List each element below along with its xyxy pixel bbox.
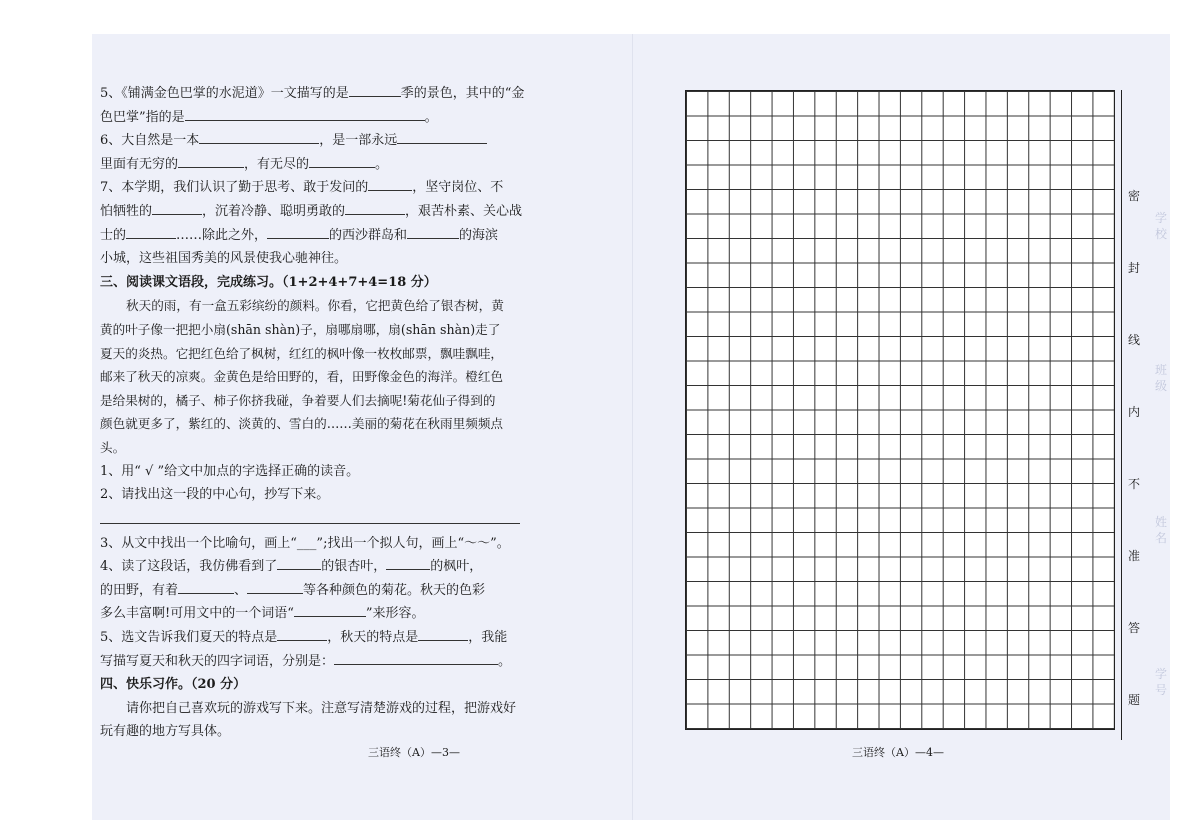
answer-blank[interactable] [349, 82, 401, 97]
seal-line-text [1124, 160, 1144, 736]
essay-prompt-cont: 玩有趣的地方写具体。 [100, 724, 231, 740]
composition-grid[interactable] [685, 90, 1115, 730]
margin-label: 学号 [1155, 667, 1168, 697]
section-3-heading: 三、阅读课文语段，完成练习。（1+2+4+7+4=18 分） [100, 274, 437, 290]
reading-question-2: 2、请找出这一段的中心句，抄写下来。 [100, 487, 330, 503]
margin-label: 学校 [1155, 211, 1168, 241]
reading-question-4-end: 多么丰富啊!可用文中的一个词语“ ”来形容。 [100, 602, 520, 626]
answer-blank[interactable] [294, 602, 366, 617]
answer-blank[interactable] [247, 579, 303, 594]
section-4-heading: 四、快乐习作。（20 分） [100, 677, 247, 693]
answer-blank[interactable] [386, 555, 430, 570]
question-6-cont: 里面有无穷的 ，有无尽的 。 [100, 153, 520, 177]
essay-prompt: 请你把自己喜欢玩的游戏写下来。注意写清楚游戏的过程，把游戏好 [126, 700, 517, 716]
reading-question-1: 1、用“ √ ”给文中加点的字选择正确的读音。 [100, 463, 360, 479]
seal-char: 封 [1127, 261, 1140, 275]
answer-blank[interactable] [418, 626, 468, 641]
margin-label: 班级 [1155, 363, 1168, 393]
answer-blank[interactable] [126, 224, 176, 239]
seal-char: 题 [1127, 693, 1140, 707]
question-5-cont: 色巴掌”指的是 。 [100, 106, 520, 130]
question-7: 7、本学期，我们认识了勤于思考、敢于发问的 ，坚守岗位、不 [100, 176, 520, 200]
reading-question-5-cont: 写描写夏天和秋天的四字词语，分别是： 。 [100, 650, 520, 674]
answer-blank[interactable] [178, 153, 244, 168]
passage-line: 邮来了秋天的凉爽。金黄色是给田野的，看，田野像金色的海洋。橙红色 [100, 369, 503, 385]
passage-line: 秋天的雨，有一盒五彩缤纷的颜料。你看，它把黄色给了银杏树，黄 [126, 298, 504, 314]
answer-blank[interactable] [185, 106, 425, 121]
answer-blank[interactable] [309, 153, 375, 168]
seal-line [1121, 90, 1122, 740]
answer-blank[interactable] [277, 626, 327, 641]
seal-char: 准 [1127, 549, 1140, 563]
answer-blank[interactable] [407, 224, 459, 239]
reading-question-3: 3、从文中找出一个比喻句，画上“___”;找出一个拟人句，画上“～～”。 [100, 535, 510, 551]
answer-blank[interactable] [397, 129, 487, 144]
seal-char: 内 [1127, 405, 1140, 419]
reading-question-5: 5、选文告诉我们夏天的特点是 ，秋天的特点是 ，我能 [100, 626, 520, 650]
answer-blank[interactable] [277, 555, 321, 570]
passage-line: 是给果树的，橘子、柿子你挤我碰，争着要人们去摘呢!菊花仙子得到的 [100, 392, 496, 408]
answer-blank[interactable] [334, 650, 498, 665]
answer-line[interactable] [100, 507, 520, 524]
answer-blank[interactable] [152, 200, 202, 215]
passage-line: 颜色就更多了，紫红的、淡黄的、雪白的……美丽的菊花在秋雨里频频点 [100, 416, 503, 432]
question-7-cont: 士的 ……除此之外， 的西沙群岛和 的海滨 [100, 224, 520, 248]
passage-line: 黄的叶子像一把把小扇(shān shàn)子，扇哪扇哪，扇(shān shàn)走了 [100, 321, 501, 337]
reading-question-4-cont: 的田野，有着 、 等各种颜色的菊花。秋天的色彩 [100, 579, 520, 603]
answer-blank[interactable] [368, 176, 412, 191]
answer-blank[interactable] [199, 129, 319, 144]
passage-line: 夏天的炎热。它把红色给了枫树，红红的枫叶像一枚枚邮票，飘哇飘哇， [100, 345, 503, 361]
page-number-right: 三语终（A）—4— [852, 746, 944, 759]
left-page [100, 82, 525, 744]
answer-blank[interactable] [345, 200, 405, 215]
seal-char: 不 [1127, 477, 1140, 491]
seal-char: 密 [1127, 189, 1140, 203]
question-6: 6、大自然是一本 ，是一部永远 [100, 129, 520, 153]
question-7-cont: 怕牺牲的 ，沉着冷静、聪明勇敢的 ，艰苦朴素、关心战 [100, 200, 520, 224]
seal-char: 答 [1127, 621, 1140, 635]
margin-labels [1155, 210, 1169, 818]
seal-char: 线 [1127, 333, 1140, 347]
answer-blank[interactable] [178, 579, 234, 594]
reading-question-4: 4、读了这段话，我仿佛看到了 的银杏叶， 的枫叶， [100, 555, 520, 579]
page-number-left: 三语终（A）—3— [368, 746, 460, 759]
question-7-end: 小城，这些祖国秀美的风景使我心驰神往。 [100, 251, 348, 267]
passage-line: 头。 [100, 439, 126, 455]
margin-label: 姓名 [1155, 515, 1168, 545]
answer-blank[interactable] [267, 224, 329, 239]
question-5: 5、《铺满金色巴掌的水泥道》一文描写的是 季的景色，其中的“金 [100, 82, 520, 106]
